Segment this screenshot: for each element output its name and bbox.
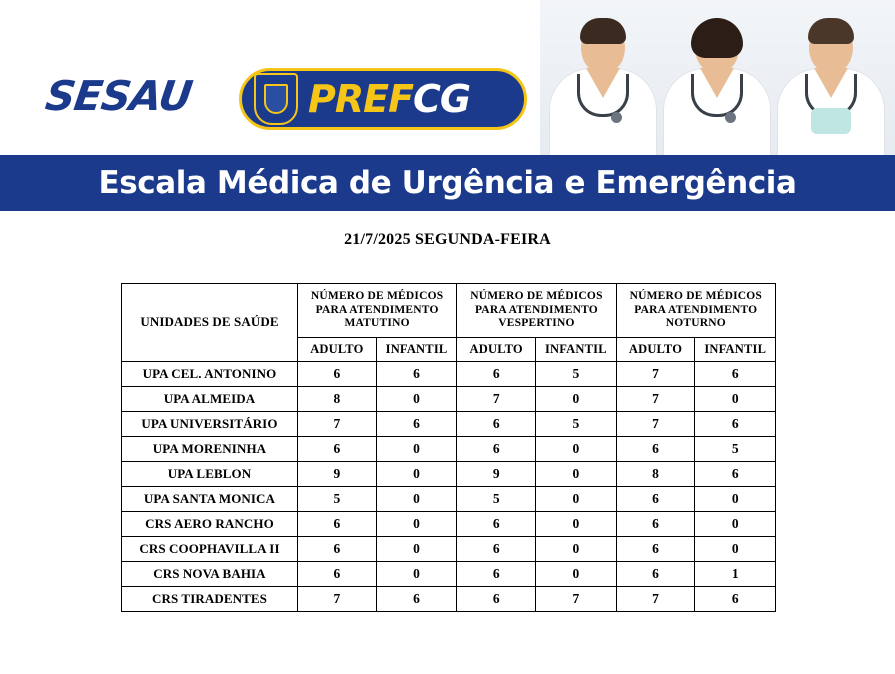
schedule-table-container	[121, 283, 776, 612]
cell-value: 6	[695, 461, 776, 486]
cell-value: 5	[536, 361, 617, 386]
table-row	[122, 561, 776, 586]
cell-value: 6	[457, 561, 536, 586]
cell-unit: CRS AERO RANCHO	[122, 511, 298, 536]
cell-value: 0	[695, 536, 776, 561]
schedule-table	[121, 283, 776, 612]
column-subheader-vespertino-adulto: ADULTO	[457, 337, 536, 361]
cell-value: 6	[616, 486, 695, 511]
cell-value: 6	[695, 361, 776, 386]
table-row	[122, 411, 776, 436]
cell-value: 6	[616, 436, 695, 461]
cell-value: 7	[616, 361, 695, 386]
cell-value: 6	[457, 511, 536, 536]
prefcg-logo-text	[308, 77, 471, 121]
cell-unit: UPA ALMEIDA	[122, 386, 298, 411]
cell-value: 0	[536, 561, 617, 586]
cell-value: 9	[297, 461, 376, 486]
cell-value: 7	[297, 411, 376, 436]
table-row	[122, 486, 776, 511]
cell-value: 9	[457, 461, 536, 486]
cell-value: 6	[457, 586, 536, 611]
cell-value: 7	[536, 586, 617, 611]
cell-value: 0	[536, 511, 617, 536]
cell-value: 0	[536, 486, 617, 511]
cell-value: 6	[376, 586, 457, 611]
prefcg-logo-badge	[239, 68, 527, 130]
cell-value: 0	[695, 386, 776, 411]
column-group-vespertino: NÚMERO DE MÉDICOS PARA ATENDIMENTO VESPERTINO	[457, 284, 616, 338]
doctor-figure-center	[657, 16, 777, 166]
cell-value: 6	[457, 536, 536, 561]
cell-value: 7	[297, 586, 376, 611]
cell-value: 5	[457, 486, 536, 511]
title-banner	[0, 155, 895, 211]
table-row	[122, 386, 776, 411]
table-row	[122, 436, 776, 461]
prefcg-cg-text: CG	[413, 77, 471, 121]
sesau-logo: SESAU	[42, 72, 195, 120]
surgical-mask-icon	[811, 108, 851, 134]
column-subheader-noturno-adulto: ADULTO	[616, 337, 695, 361]
column-subheader-matutino-infantil: INFANTIL	[376, 337, 457, 361]
cell-unit: UPA SANTA MONICA	[122, 486, 298, 511]
cell-value: 0	[536, 436, 617, 461]
table-row	[122, 536, 776, 561]
cell-value: 0	[376, 561, 457, 586]
cell-value: 7	[616, 411, 695, 436]
page-header	[0, 0, 895, 201]
cell-value: 8	[297, 386, 376, 411]
cell-value: 0	[536, 536, 617, 561]
cell-value: 0	[376, 486, 457, 511]
table-header-row-groups	[122, 284, 776, 338]
cell-unit: CRS NOVA BAHIA	[122, 561, 298, 586]
cell-value: 0	[376, 461, 457, 486]
cell-value: 0	[376, 511, 457, 536]
cell-value: 5	[695, 436, 776, 461]
cell-value: 0	[695, 511, 776, 536]
cell-value: 6	[616, 561, 695, 586]
table-row	[122, 586, 776, 611]
cell-value: 6	[297, 361, 376, 386]
cell-value: 0	[536, 461, 617, 486]
cell-unit: CRS TIRADENTES	[122, 586, 298, 611]
cell-value: 0	[376, 536, 457, 561]
cell-unit: UPA MORENINHA	[122, 436, 298, 461]
cell-value: 6	[616, 511, 695, 536]
coat-of-arms-icon	[254, 73, 298, 125]
column-header-units: UNIDADES DE SAÚDE	[122, 284, 298, 362]
cell-value: 6	[695, 411, 776, 436]
cell-value: 6	[376, 361, 457, 386]
cell-value: 0	[376, 436, 457, 461]
cell-value: 5	[297, 486, 376, 511]
cell-value: 6	[297, 536, 376, 561]
column-group-matutino: NÚMERO DE MÉDICOS PARA ATENDIMENTO MATUTINO	[297, 284, 456, 338]
cell-value: 0	[536, 386, 617, 411]
cell-value: 7	[616, 386, 695, 411]
cell-value: 6	[457, 361, 536, 386]
cell-value: 5	[536, 411, 617, 436]
cell-value: 1	[695, 561, 776, 586]
prefcg-pref-text: PREF	[308, 77, 414, 121]
cell-value: 6	[297, 561, 376, 586]
column-subheader-vespertino-infantil: INFANTIL	[536, 337, 617, 361]
cell-value: 6	[376, 411, 457, 436]
cell-value: 0	[376, 386, 457, 411]
doctor-figure-right	[771, 16, 891, 166]
cell-unit: UPA LEBLON	[122, 461, 298, 486]
cell-value: 8	[616, 461, 695, 486]
cell-value: 6	[457, 411, 536, 436]
medical-team-photo	[540, 0, 895, 160]
cell-unit: UPA CEL. ANTONINO	[122, 361, 298, 386]
doctor-figure-left	[543, 16, 663, 166]
cell-value: 6	[297, 436, 376, 461]
table-row	[122, 361, 776, 386]
page-title: Escala Médica de Urgência e Emergência	[98, 165, 797, 201]
cell-value: 7	[616, 586, 695, 611]
table-row	[122, 461, 776, 486]
cell-value: 6	[695, 586, 776, 611]
cell-value: 0	[695, 486, 776, 511]
cell-unit: CRS COOPHAVILLA II	[122, 536, 298, 561]
column-subheader-matutino-adulto: ADULTO	[297, 337, 376, 361]
cell-value: 6	[297, 511, 376, 536]
cell-value: 7	[457, 386, 536, 411]
cell-unit: UPA UNIVERSITÁRIO	[122, 411, 298, 436]
date-line: 21/7/2025 SEGUNDA-FEIRA	[344, 231, 551, 248]
cell-value: 6	[457, 436, 536, 461]
column-group-noturno: NÚMERO DE MÉDICOS PARA ATENDIMENTO NOTURNO	[616, 284, 775, 338]
table-row	[122, 511, 776, 536]
cell-value: 6	[616, 536, 695, 561]
column-subheader-noturno-infantil: INFANTIL	[695, 337, 776, 361]
